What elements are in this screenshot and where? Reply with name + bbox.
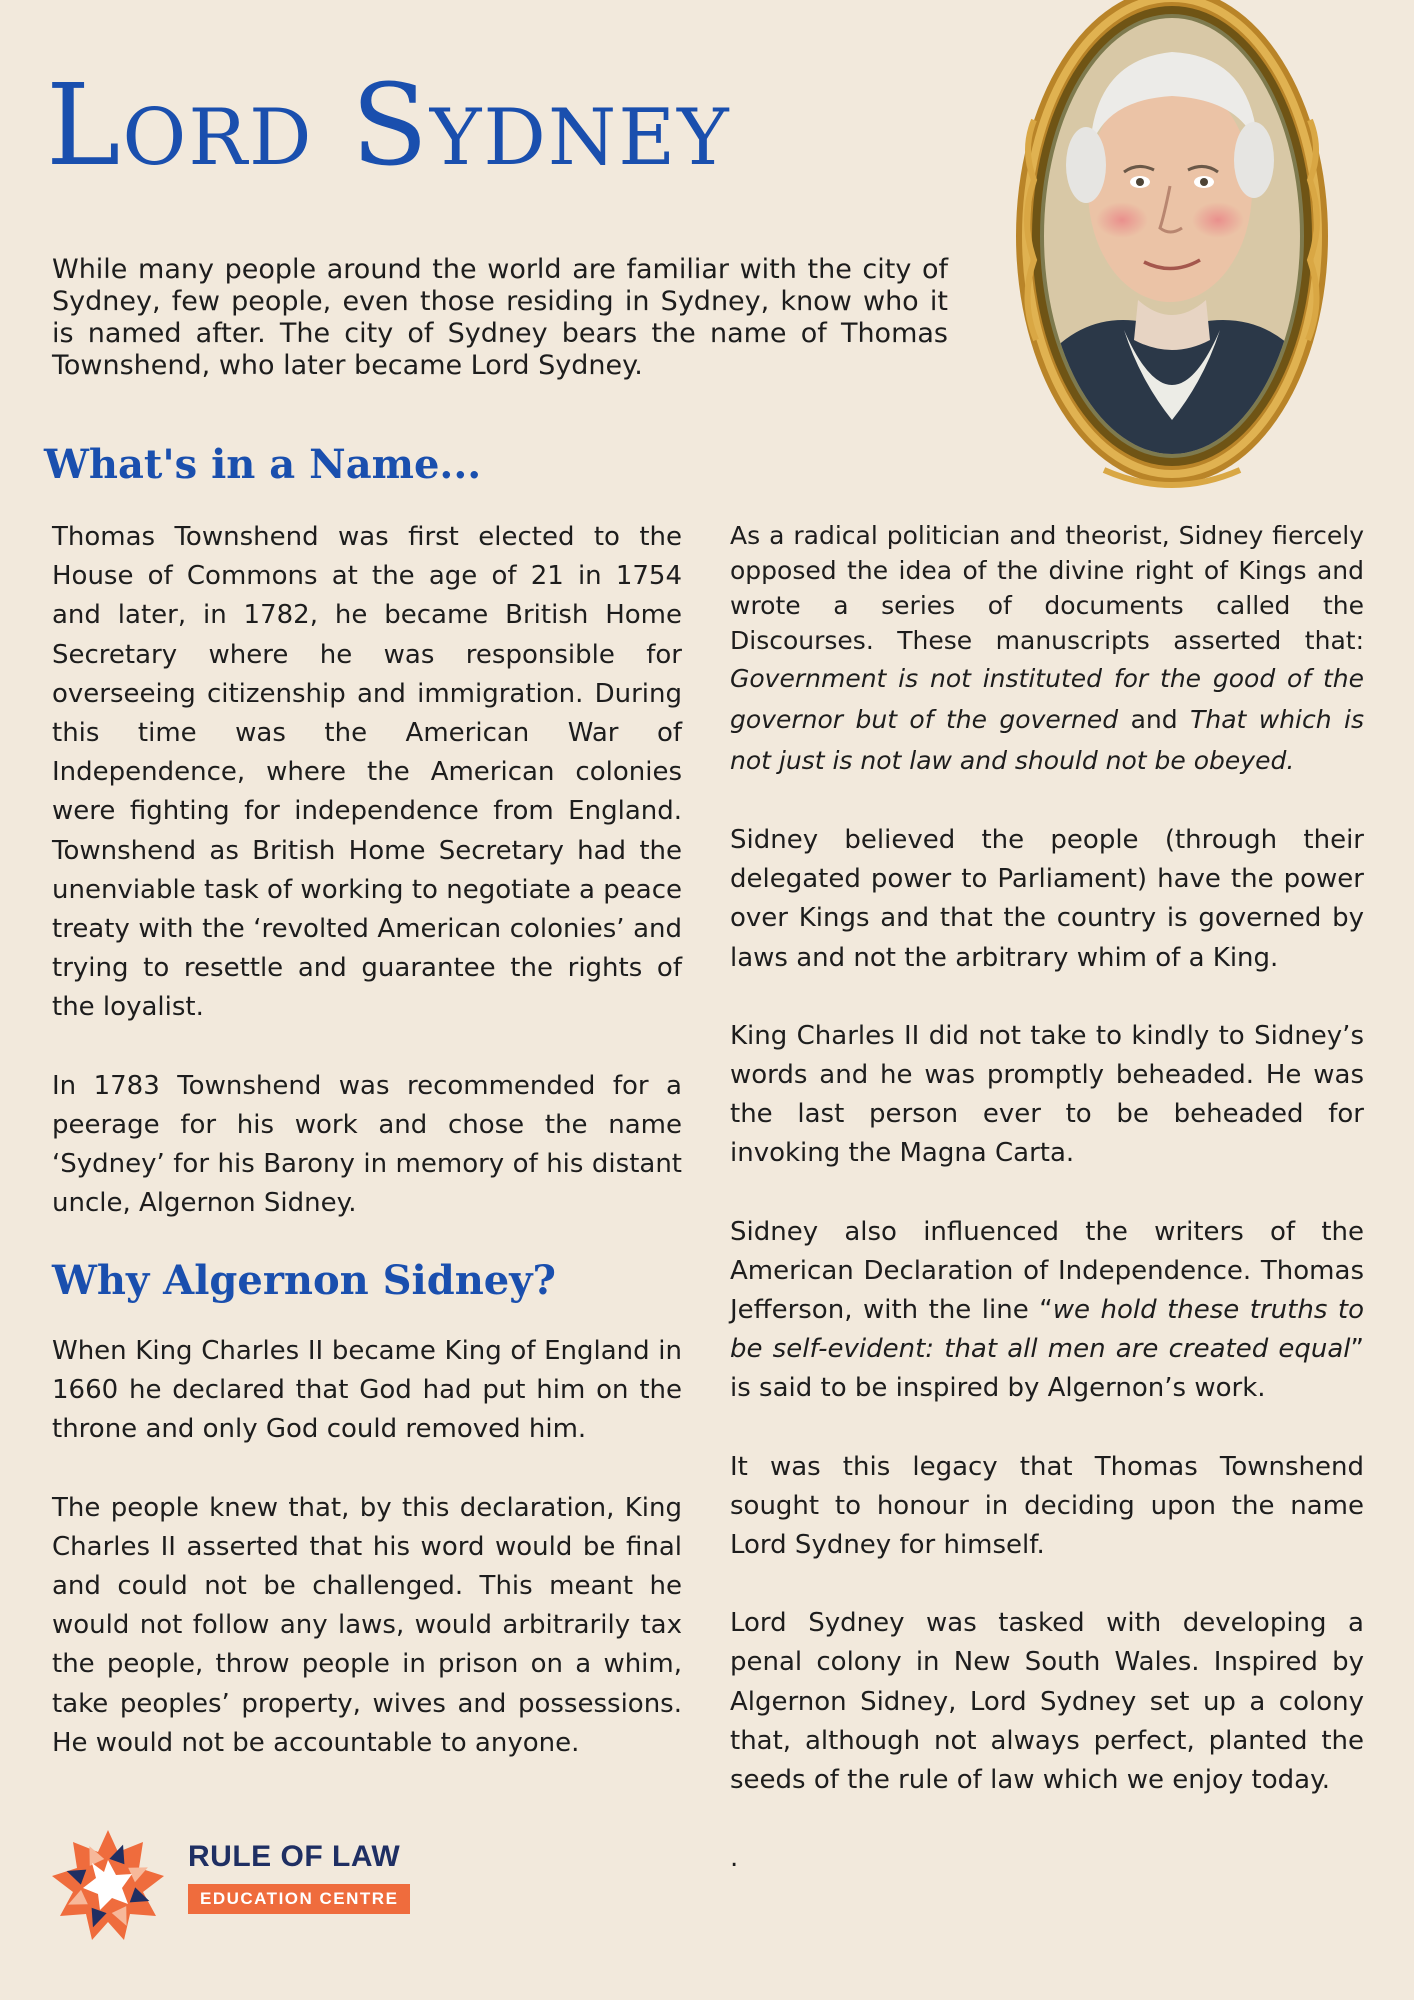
section-name-body	[52, 518, 682, 1262]
paragraph	[730, 1213, 1364, 1409]
quote: Government is not instituted for the good of the governor but of the governed	[730, 664, 1364, 734]
logo-text	[188, 1840, 410, 1914]
paragraph-text: As a radical politician and theorist, Sidney fiercely opposed the idea of the divine right of Kings and wrote a series of documents called the Discourses. These manuscripts asserted that:	[730, 521, 1364, 655]
quote: we hold these truths to be self-evident: that all men are created equal	[730, 1295, 1364, 1365]
logo	[50, 1828, 420, 1944]
logo-sub-text: EDUCATION CENTRE	[188, 1884, 410, 1914]
paragraph: Lord Sydney was tasked with developing a penal colony in New South Wales. Inspired by Algernon Sidney, Lord Sydney set up a colony that, although not always perfect, planted the seeds of the rule of law which we enjoy today.	[730, 1608, 1364, 1796]
section-heading-why: Why Algernon Sidney?	[52, 1257, 556, 1304]
logo-main-text: RULE OF LAW	[188, 1840, 401, 1873]
paragraph-text: ” is said to be inspired by Algernon’s work.	[730, 1334, 1364, 1404]
paragraph: The people knew that, by this declaration, King Charles II asserted that his word would be final and could not be challenged. This meant he would not follow any laws, would arbitrarily tax the people, throw people in prison on a whim, take peoples’ property, wives and possessions. He would not be accountable to anyone.	[52, 1492, 682, 1758]
quote: That which is not just is not law and should not be obeyed.	[730, 705, 1364, 775]
intro-paragraph: While many people around the world are familiar with the city of Sydney, few people, even those residing in Sydney, know who it is named after. The city of Sydney bears the name of Thomas Townshend, who later became Lord Sydney.	[52, 254, 948, 381]
paragraph: In 1783 Townshend was recommended for a peerage for his work and chose the name ‘Sydney’ for his Barony in memory of his distant uncle, Algernon Sidney.	[52, 1070, 682, 1219]
paragraph-text: Sidney also influenced the writers of the American Declaration of Independence. Thomas Jefferson, with the line “	[730, 1216, 1364, 1326]
paragraph: When King Charles II became King of England in 1660 he declared that God had put him on the throne and only God could removed him.	[52, 1336, 682, 1445]
portrait-image	[1004, 0, 1414, 500]
star-logo-icon	[50, 1828, 166, 1944]
page-title: Lord Sydney	[46, 61, 731, 191]
trailing-dot: .	[730, 1843, 739, 1874]
paragraph: Thomas Townshend was first elected to the House of Commons at the age of 21 in 1754 and later, in 1782, he became British Home Secretary where he was responsible for overseeing citizenship and immigration. During this time was the American War of Independence, where the American colonies were fighting for independence from England. Townshend as British Home Secretary had the unenviable task of working to negotiate a peace treaty with the ‘revolted American colonies’ and trying to resettle and guarantee the rights of the loyalist.	[52, 522, 682, 1023]
paragraph: Sidney believed the people (through their delegated power to Parliament) have the power over Kings and that the country is governed by laws and not the arbitrary whim of a King.	[730, 825, 1364, 973]
right-column	[730, 518, 1364, 1878]
paragraph: It was this legacy that Thomas Townshend sought to honour in deciding upon the name Lord Sydney for himself.	[730, 1451, 1364, 1561]
paragraph: King Charles II did not take to kindly to Sidney’s words and he was promptly beheaded. He was the last person ever to be beheaded for invoking the Magna Carta.	[730, 1020, 1364, 1169]
section-why-body	[52, 1332, 682, 1802]
paragraph-text: and	[1118, 705, 1191, 734]
section-heading-name: What's in a Name...	[44, 441, 482, 488]
paragraph	[730, 518, 1364, 781]
